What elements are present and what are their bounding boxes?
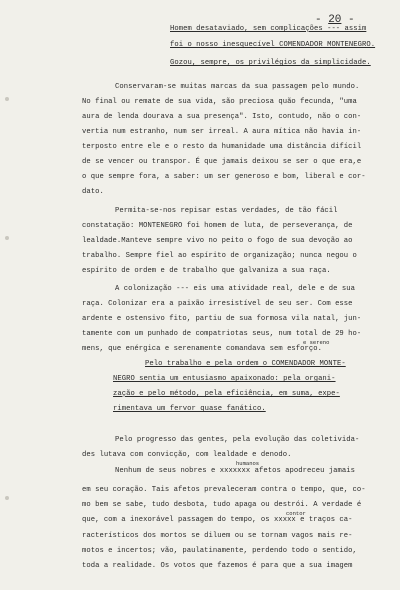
paragraph-line: mens, que enérgica e serenamente comandava sem esforço. — [82, 345, 322, 353]
paragraph-line: toda a realidade. Os votos que fazemos é para que a sua imagem — [82, 562, 353, 570]
paragraph-line: raça. Colonizar era a paixão irresistível de seu ser. Com esse — [82, 300, 353, 308]
paragraph-line: aura de lenda dourava a sua presença". Isto, contudo, não o con- — [82, 113, 362, 121]
paragraph-line: mo bem se sabe, tudo desbota, tudo apaga ou destrói. A verdade é — [82, 501, 362, 509]
paragraph-line: Pelo progresso das gentes, pela evolução das coletivida- — [115, 436, 360, 444]
handwritten-insertion: humanos — [236, 460, 260, 467]
paragraph-line: em seu coração. Tais afetos prevaleceram contra o tempo, que, co- — [82, 486, 366, 494]
paragraph-line: ardente e ostensivo fito, partiu de sua formosa vila natal, jun- — [82, 315, 362, 323]
paragraph-line: espírito de ordem e de trabalho que galvaniza a sua raça. — [82, 267, 331, 275]
paragraph-line: Nenhum de seus nobres e xxxxxxx afetos apodreceu jamais — [115, 467, 355, 475]
paragraph-line: No final ou remate de sua vida, são preciosa quão fecunda, "uma — [82, 98, 357, 106]
handwritten-insertion: contor — [286, 510, 306, 517]
paragraph-line: vertia num estranho, num ser irreal. A aura mítica não havia in- — [82, 128, 362, 136]
paragraph-line: trabalho. Sempre fiel ao espírito de organização; nunca negou o — [82, 252, 357, 260]
paragraph-line: rimentava um fervor quase fanático. — [113, 405, 266, 413]
paragraph-line: lealdade.Manteve sempre vivo no peito o fogo de sua devoção ao — [82, 237, 353, 245]
header-line: Homem desataviado, sem complicações --- assim — [170, 25, 367, 33]
punch-hole — [5, 236, 9, 240]
paragraph-line: A colonização --- eis uma atividade real, dele e de sua — [115, 285, 355, 293]
punch-hole — [5, 97, 9, 101]
paragraph-line: Pelo trabalho e pela ordem o COMENDADOR MONTE- — [145, 360, 346, 368]
paragraph-line: motos e incertos; vão, paulatinamente, perdendo todo o sentido, — [82, 547, 357, 555]
paragraph-line: o que sempre fora, a saber: um ser generoso e bom, liberal e cor- — [82, 173, 366, 181]
paragraph-line: NEGRO sentia um entusiasmo apaixonado: pela organi- — [113, 375, 336, 383]
paragraph-line: dato. — [82, 188, 104, 196]
punch-hole — [5, 496, 9, 500]
paragraph-line: racterísticos dos mortos se diluem ou se tornam vagos mais re- — [82, 532, 353, 540]
paragraph-line: tamente com um punhado de compatriotas seus, num total de 29 ho- — [82, 330, 362, 338]
paragraph-line: Conservaram-se muitas marcas da sua passagem pelo mundo. — [115, 83, 360, 91]
paragraph-line: terposto entre ele e o resto da humanidade uma distância difícil — [82, 143, 362, 151]
paragraph-line: Permita-se-nos repisar estas verdades, de tão fácil — [115, 207, 338, 215]
header-line: foi o nosso inesquecível COMENDADOR MONTENEGRO. — [170, 41, 376, 49]
handwritten-insertion: e sereno — [303, 339, 330, 346]
paragraph-line: zação e pelo método, pela eficiência, em suma, expe- — [113, 390, 340, 398]
paragraph-line: que, com a inexorável passagem do tempo, os xxxxx e traços ca- — [82, 516, 353, 524]
paragraph-line: constatação: MONTENEGRO foi homem de luta, de perseverança, de — [82, 222, 353, 230]
paragraph-line: des lutava com convicção, com lealdade e denodo. — [82, 451, 292, 459]
header-line: Gozou, sempre, os privilégios da simplicidade. — [170, 59, 371, 67]
paragraph-line: de se vencer ou transpor. É que jamais deixou se ser o que era,e — [82, 158, 362, 166]
page-number: - 20 - — [315, 14, 355, 26]
